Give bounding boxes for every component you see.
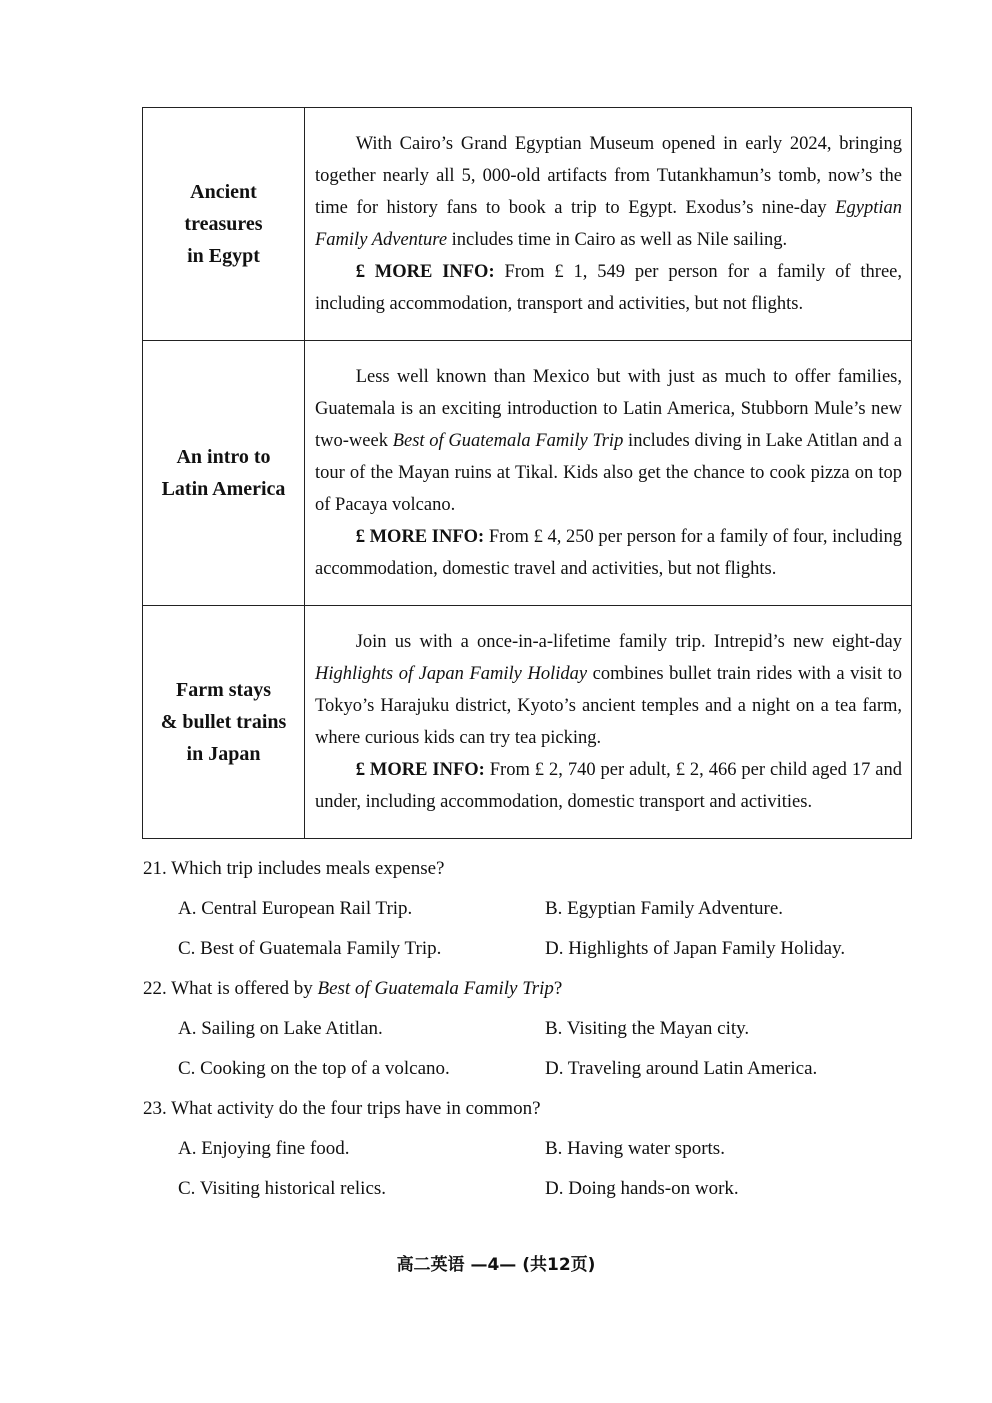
option-a[interactable]: A. Central European Rail Trip. (178, 898, 413, 919)
more-info-paragraph: £ MORE INFO: From £ 1, 549 per person for a family of three, including accommodation, transport and activities, but not flights. (315, 262, 902, 314)
options-row (143, 1052, 903, 1092)
option-c[interactable]: C. Visiting historical relics. (178, 1178, 387, 1199)
option-d[interactable]: D. Highlights of Japan Family Holiday. (545, 938, 846, 959)
more-info-paragraph: £ MORE INFO: From £ 4, 250 per person for a family of four, including accommodation, domestic travel and activities, but not flights. (315, 527, 902, 579)
trip-description (305, 108, 912, 341)
option-b[interactable]: B. Having water sports. (545, 1138, 725, 1159)
questions-section (143, 852, 903, 1212)
table-row (143, 606, 912, 839)
options-row (143, 892, 903, 932)
option-b[interactable]: B. Visiting the Mayan city. (545, 1018, 750, 1039)
option-a[interactable]: A. Sailing on Lake Atitlan. (178, 1018, 383, 1039)
trip-description (305, 606, 912, 839)
option-c[interactable]: C. Best of Guatemala Family Trip. (178, 938, 442, 959)
trip-title: Ancient treasures in Egypt (143, 108, 305, 341)
options-row (143, 1172, 903, 1212)
trip-description (305, 341, 912, 606)
page-footer: 高二英语 —4— (共12页) (396, 1255, 596, 1275)
more-info-paragraph: £ MORE INFO: From £ 2, 740 per adult, £ 2, 466 per child aged 17 and under, including accommodation, domestic transport and activities. (315, 760, 902, 812)
option-c[interactable]: C. Cooking on the top of a volcano. (178, 1058, 450, 1079)
description-paragraph: Join us with a once-in-a-lifetime family trip. Intrepid’s new eight-day Highlights of Japan Family Holiday combines bullet train rides with a visit to Tokyo’s Harajuku district, Kyoto’s ancient temples and a night on a tea farm, where curious kids can try tea picking. (315, 632, 902, 748)
question-22: 22. What is offered by Best of Guatemala Family Trip? (143, 978, 563, 999)
table-row (143, 341, 912, 606)
option-d[interactable]: D. Doing hands-on work. (545, 1178, 739, 1199)
description-paragraph: With Cairo’s Grand Egyptian Museum opened in early 2024, bringing together nearly all 5, 000-old artifacts from Tutankhamun’s tomb, now’s the time for history fans to book a trip to Egypt. Exodus’s nine-day Egyptian Family Adventure includes time in Cairo as well as Nile sailing. (315, 134, 902, 250)
trips-table (142, 107, 912, 839)
table-row (143, 108, 912, 341)
question-21: 21. Which trip includes meals expense? (143, 858, 445, 879)
options-row (143, 1132, 903, 1172)
option-a[interactable]: A. Enjoying fine food. (178, 1138, 350, 1159)
question-23: 23. What activity do the four trips have in common? (143, 1098, 541, 1119)
trip-title: Farm stays & bullet trains in Japan (143, 606, 305, 839)
description-paragraph: Less well known than Mexico but with just as much to offer families, Guatemala is an exciting introduction to Latin America, Stubborn Mule’s new two-week Best of Guatemala Family Trip includes diving in Lake Atitlan and a tour of the Mayan ruins at Tikal. Kids also get the chance to cook pizza on top of Pacaya volcano. (315, 367, 903, 515)
option-b[interactable]: B. Egyptian Family Adventure. (545, 898, 784, 919)
options-row (143, 1012, 903, 1052)
trip-title: An intro to Latin America (143, 341, 305, 606)
option-d[interactable]: D. Traveling around Latin America. (545, 1058, 818, 1079)
options-row (143, 932, 903, 972)
